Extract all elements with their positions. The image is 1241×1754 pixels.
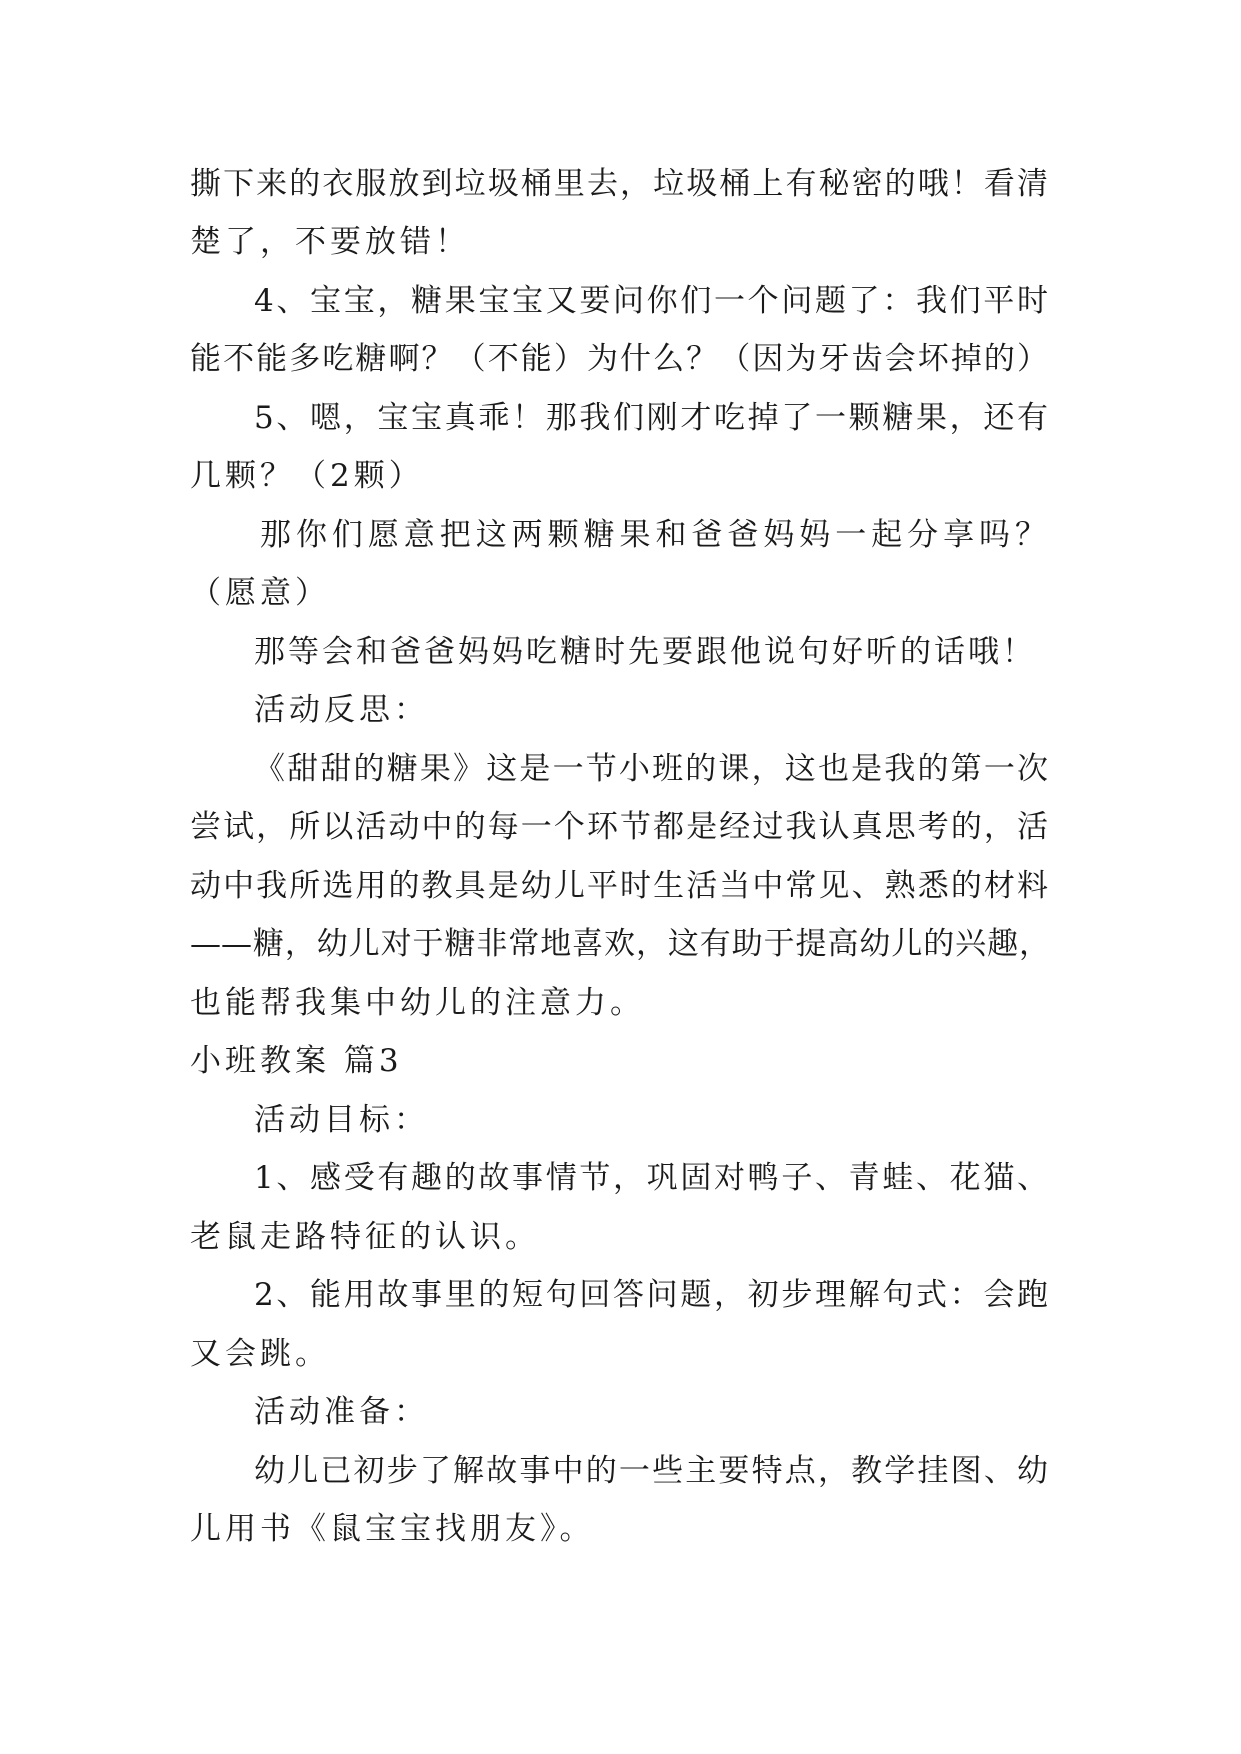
paragraph-line: 几颗？（2颗） — [190, 458, 424, 494]
section-heading: 活动反思： — [254, 692, 429, 728]
section-heading: 活动准备： — [254, 1394, 429, 1430]
paragraph-line: 幼儿已初步了解故事中的一些主要特点，教学挂图、幼 — [254, 1453, 1050, 1489]
chapter-title: 小班教案 篇3 — [190, 1043, 403, 1079]
paragraph-line: 1、感受有趣的故事情节，巩固对鸭子、青蛙、花猫、 — [254, 1160, 1050, 1196]
paragraph-line: 能不能多吃糖啊？（不能）为什么？（因为牙齿会坏掉的） — [190, 341, 1050, 377]
paragraph-line: 那你们愿意把这两颗糖果和爸爸妈妈一起分享吗？ — [260, 517, 1050, 553]
paragraph-line: 又会跳。 — [190, 1336, 330, 1372]
paragraph-line: 撕下来的衣服放到垃圾桶里去，垃圾桶上有秘密的哦！看清 — [190, 166, 1050, 202]
paragraph-line: 2、能用故事里的短句回答问题，初步理解句式：会跑 — [254, 1277, 1050, 1313]
paragraph-line: 楚了，不要放错！ — [190, 224, 470, 260]
paragraph-line: （愿意） — [190, 575, 330, 611]
paragraph-line: 5、嗯，宝宝真乖！那我们刚才吃掉了一颗糖果，还有 — [254, 400, 1050, 436]
paragraph-line: 那等会和爸爸妈妈吃糖时先要跟他说句好听的话哦！ — [254, 634, 1036, 670]
paragraph-line: 4、宝宝，糖果宝宝又要问你们一个问题了：我们平时 — [254, 283, 1050, 319]
paragraph-line: 老鼠走路特征的认识。 — [190, 1219, 540, 1255]
paragraph-line: 也能帮我集中幼儿的注意力。 — [190, 985, 645, 1021]
paragraph-line: 儿用书《鼠宝宝找朋友》。 — [190, 1511, 595, 1547]
section-heading: 活动目标： — [254, 1102, 429, 1138]
paragraph-line: 尝试，所以活动中的每一个环节都是经过我认真思考的，活 — [190, 809, 1050, 845]
paragraph-line: ——糖，幼儿对于糖非常地喜欢，这有助于提高幼儿的兴趣， — [190, 926, 1050, 962]
paragraph-line: 动中我所选用的教具是幼儿平时生活当中常见、熟悉的材料 — [190, 868, 1050, 904]
paragraph-line: 《甜甜的糖果》这是一节小班的课，这也是我的第一次 — [254, 751, 1050, 787]
